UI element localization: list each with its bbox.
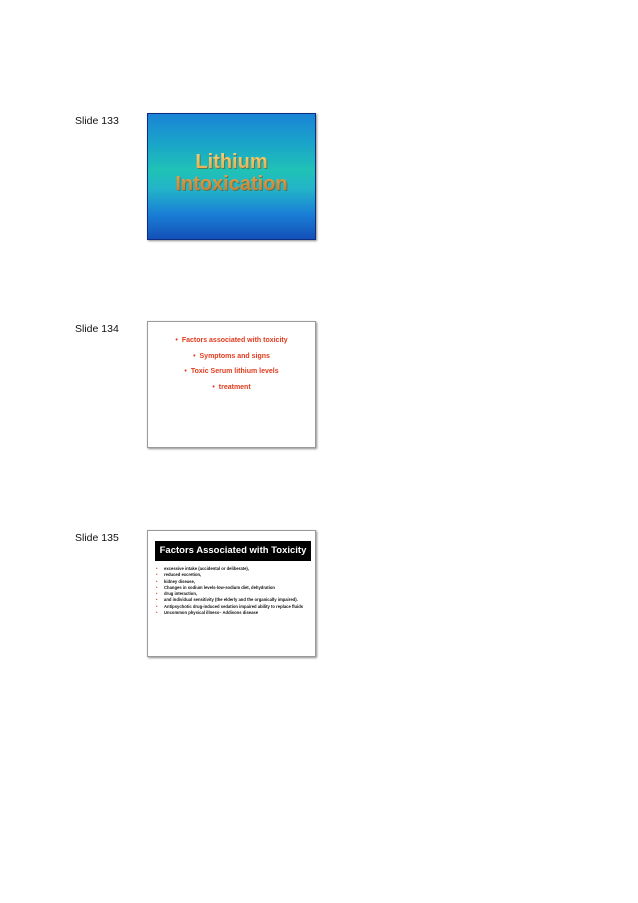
bullet-icon: • <box>193 352 196 360</box>
slide-label-135: Slide 135 <box>75 532 119 544</box>
bullet-icon: • <box>212 383 215 391</box>
bullet-icon: • <box>156 572 158 578</box>
bullet-icon: • <box>184 368 187 375</box>
bullet-icon: • <box>156 597 158 603</box>
bullet-icon: • <box>156 584 158 590</box>
list-item: • Uncommon physical illness– Addisons disease <box>156 610 259 616</box>
slide-135-thumbnail <box>147 530 316 657</box>
bullet-icon: • <box>156 603 158 609</box>
bullet-icon: • <box>156 578 158 584</box>
slide-label-133: Slide 133 <box>75 115 119 127</box>
list-item: • excessive intake (accidental or deliberate), <box>156 566 249 571</box>
bullet-icon: • <box>175 337 178 344</box>
list-item: • Factors associated with toxicity <box>175 337 288 344</box>
list-item: • Changes in sodium levels-low-sodium diet, dehydration <box>156 584 275 590</box>
list-item: • Symptoms and signs <box>193 352 270 360</box>
list-item: • and individual sensitivity (the elderly and the organically impaired). <box>156 597 298 603</box>
slide-134-thumbnail <box>147 321 316 448</box>
bullet-icon: • <box>156 610 158 616</box>
slide-title-line-2: Intoxication <box>175 173 288 195</box>
slide-133-thumbnail <box>147 113 316 240</box>
list-item: • kidney disease, <box>156 578 195 584</box>
list-item: • Toxic Serum lithium levels <box>184 368 279 375</box>
bullet-icon: • <box>156 566 158 571</box>
bullet-list <box>148 336 315 398</box>
list-item: • Antipsychotic drug-induced sedation impaired ability to replace fluids <box>156 603 304 609</box>
slide-title-line-1: Lithium <box>195 151 268 173</box>
slide-title-bar: Factors Associated with Toxicity <box>155 541 311 561</box>
list-item: • treatment <box>212 383 251 391</box>
slide-label-134: Slide 134 <box>75 323 119 335</box>
bullet-list <box>156 566 308 616</box>
list-item: • reduced excretion, <box>156 572 202 578</box>
slide-title-art <box>148 151 315 195</box>
list-item: • drug interaction, <box>156 591 198 597</box>
bullet-icon: • <box>156 591 158 597</box>
